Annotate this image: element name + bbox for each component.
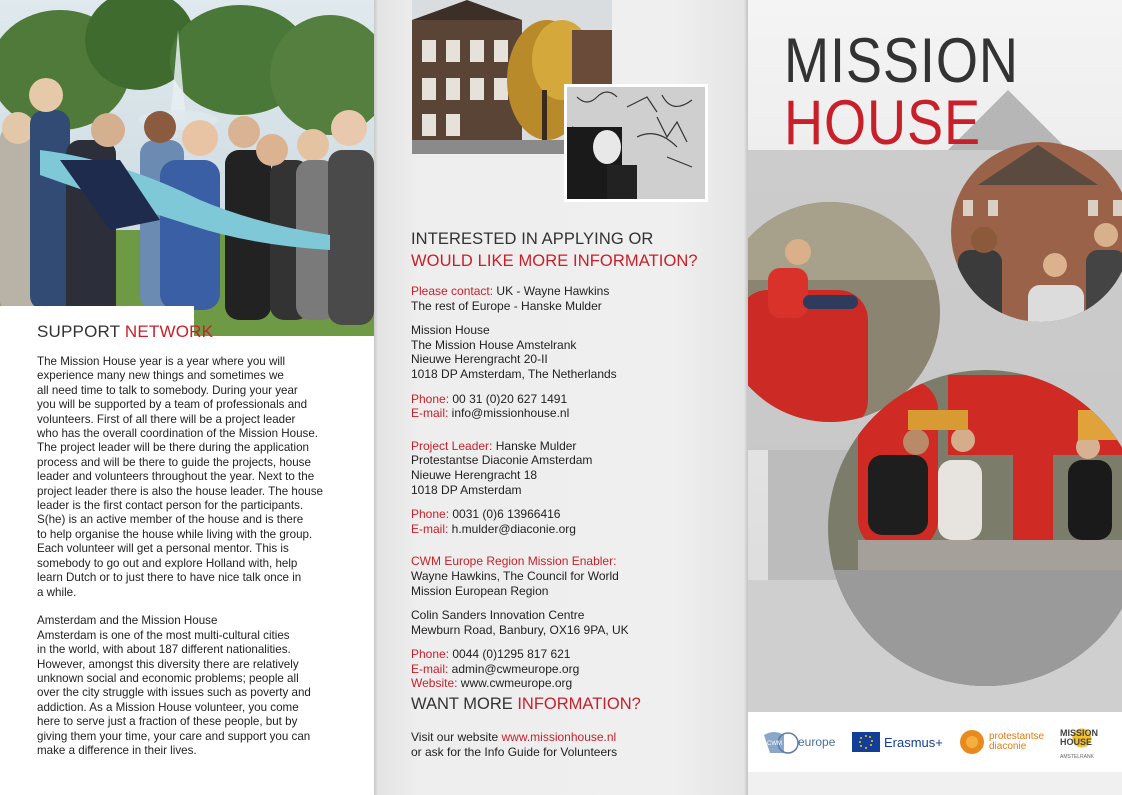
phone-value: 00 31 (0)20 627 1491 — [449, 391, 568, 406]
contact-uk: UK - Wayne Hawkins — [493, 284, 610, 298]
cwm-line: Wayne Hawkins, The Council for World — [411, 568, 619, 583]
cwm-logo-badge: CWM — [767, 741, 782, 747]
cwm-block — [411, 554, 731, 598]
contact-persons — [411, 284, 731, 313]
erasmus-logo-text: Erasmus+ — [884, 734, 943, 750]
phone-label: Phone: — [411, 507, 450, 522]
cover-title-house: HOUSE — [784, 88, 981, 158]
graffiti-wall-image — [567, 87, 705, 199]
email-link[interactable]: h.mulder@diaconie.org — [448, 521, 576, 536]
footer-band — [748, 772, 1122, 795]
more-info-plain: WANT MORE — [411, 695, 518, 713]
interested-heading-line2: WOULD LIKE MORE INFORMATION? — [411, 252, 698, 270]
phone-label: Phone: — [411, 391, 450, 406]
cwm-label: CWM Europe Region Mission Enabler: — [411, 554, 617, 569]
address-line: 1018 DP Amsterdam, The Netherlands — [411, 366, 617, 381]
cwm-europe-logo — [762, 722, 835, 762]
cwm-logo-icon — [762, 727, 802, 757]
contact-europe: The rest of Europe - Hanske Mulder — [411, 298, 602, 313]
visit-block — [411, 730, 731, 759]
email-label: E-mail: — [411, 406, 449, 421]
address-line: Nieuwe Herengracht 20-II — [411, 352, 548, 367]
mission-house-logo — [1060, 722, 1122, 762]
address-line: 1018 DP Amsterdam — [411, 482, 522, 497]
mission-house-logo-title: MISSION HOUSE — [1060, 723, 1122, 753]
right-panel — [748, 0, 1122, 795]
phone-value: 0031 (0)6 13966416 — [449, 507, 561, 522]
website-link[interactable]: www.missionhouse.nl — [501, 730, 617, 744]
project-leader-block — [411, 439, 731, 497]
cwm-logo-text: europe — [798, 735, 836, 749]
diaconie-logo-line: protestantse — [989, 731, 1045, 742]
address-line: Mewburn Road, Banbury, OX16 9PA, UK — [411, 622, 629, 637]
erasmus-logo — [852, 722, 943, 762]
mission-house-address — [411, 323, 731, 381]
cwm-contact — [411, 647, 731, 691]
address-line: Nieuwe Herengracht 18 — [411, 467, 538, 482]
project-leader-name: Hanske Mulder — [492, 438, 577, 453]
cover-title-mission: MISSION — [784, 26, 1019, 96]
visit-text: Visit our website — [411, 730, 502, 744]
amsterdam-paragraph: Amsterdam and the Mission House Amsterdam is one of the most multi-cultural cities in the world, with about 187 different nationalities. However, amongst this diversity there are relatively unknown social and economic problems; people all over the city struggle with issues such as poverty and addiction. As a Mission House volunteer, you come here to serve just a fraction of these people, but by giving them your time, your care and support you can make a difference in their lives. — [37, 614, 311, 757]
more-info-heading — [411, 695, 641, 714]
address-line: Protestantse Diaconie Amsterdam — [411, 453, 593, 468]
middle-panel — [374, 0, 748, 795]
fold-shadow — [374, 0, 378, 795]
phone-value: 0044 (0)1295 817 621 — [449, 647, 571, 662]
email-label: E-mail: — [411, 661, 449, 676]
group-photo-image — [0, 0, 374, 336]
contact-block — [411, 284, 731, 701]
project-leader-label: Project Leader: — [411, 438, 493, 453]
support-body — [37, 355, 342, 773]
diaconie-sun-icon — [958, 728, 986, 756]
interested-heading-line1: INTERESTED IN APPLYING OR — [411, 230, 654, 248]
cwm-address — [411, 608, 731, 637]
cwm-line: Mission European Region — [411, 583, 549, 598]
address-line: Mission House — [411, 323, 490, 338]
diaconie-logo-text — [989, 732, 1044, 752]
support-network-heading — [37, 322, 213, 342]
support-paragraph: The Mission House year is a year where you will experience many new things and sometimes we all need time to talk to somebody. During your year you will be supported by a team of professionals and volunteers. First of all there will be a project leader who has the overall coordination of the Mission House. The project leader will be there during the application process and will be there to guide the projects, house leader and volunteers throughout the year. Next to the project leader there is also the house leader. The house leader is the first contact person for the participants. S(he) is an active member of the house and is there to help organise the house while living with the group. Each volunteer will get a personal mentor. This is somebody to go out and explore Holland with, help learn Dutch or to just there to have nice talk once in a while. — [37, 355, 323, 599]
mission-house-logo-text — [1060, 723, 1122, 762]
interested-heading — [411, 228, 698, 272]
eu-flag-icon — [852, 732, 880, 752]
address-line: Colin Sanders Innovation Centre — [411, 608, 585, 623]
website-link[interactable]: www.cwmeurope.org — [457, 676, 573, 691]
protestantse-diaconie-logo — [958, 722, 1044, 762]
group-photo — [0, 0, 374, 336]
project-leader-contact — [411, 507, 731, 536]
info-guide-text: or ask for the Info Guide for Volunteers — [411, 744, 618, 759]
left-panel — [0, 0, 374, 795]
more-info-accent: INFORMATION? — [517, 695, 641, 713]
website-label: Website: — [411, 676, 458, 691]
mission-house-logo-sub: AMSTELRANK — [1060, 753, 1094, 760]
contact-label: Please contact: — [411, 284, 494, 298]
email-label: E-mail: — [411, 521, 449, 536]
graffiti-wall-photo — [564, 84, 708, 202]
support-heading-plain: SUPPORT — [37, 322, 125, 341]
diaconie-logo-line: diaconie — [989, 741, 1027, 752]
mission-house-contact — [411, 392, 731, 421]
email-link[interactable]: admin@cwmeurope.org — [448, 661, 580, 676]
email-link[interactable]: info@missionhouse.nl — [448, 406, 570, 421]
phone-label: Phone: — [411, 647, 450, 662]
address-line: The Mission House Amstelrank — [411, 337, 577, 352]
support-heading-accent: NETWORK — [124, 322, 214, 341]
